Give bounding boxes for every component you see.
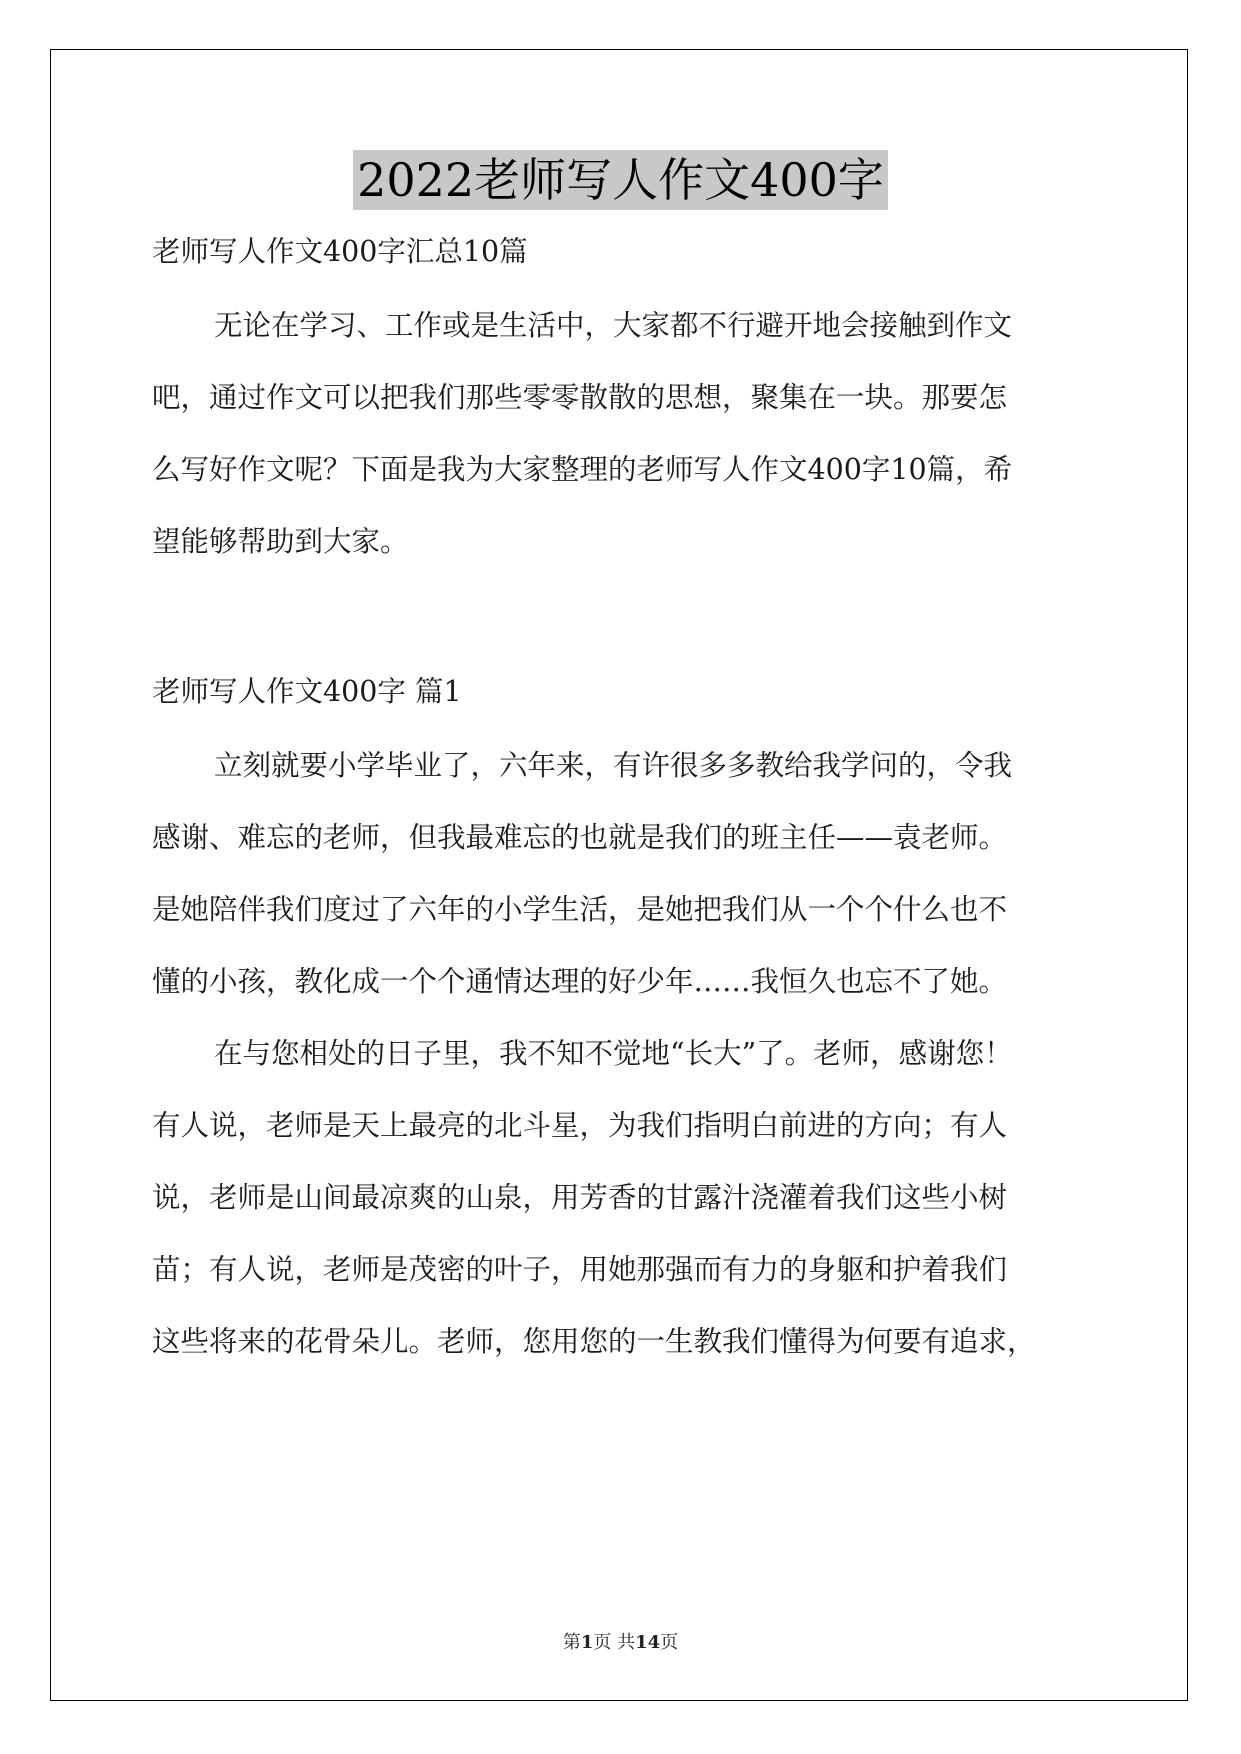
paragraph-line: 在与您相处的日子里，我不知不觉地“长大”了。老师，感谢您！ <box>214 1037 1013 1070</box>
page-border <box>50 49 1188 1701</box>
page-footer <box>0 1628 1241 1654</box>
footer-total-pages: 14 <box>635 1632 661 1653</box>
paragraph-line: 说，老师是山间最凉爽的山泉，用芳香的甘露汁浇灌着我们这些小树 <box>152 1181 1008 1214</box>
section1-heading: 老师写人作文400字 篇1 <box>152 675 462 708</box>
paragraph-line: 是她陪伴我们度过了六年的小学生活，是她把我们从一个个什么也不 <box>152 893 1008 926</box>
intro-line: 吧，通过作文可以把我们那些零零散散的思想，聚集在一块。那要怎 <box>152 381 1008 414</box>
document-title: 2022老师写人作文400字 <box>353 150 888 210</box>
paragraph-line: 懂的小孩，教化成一个个通情达理的好少年……我恒久也忘不了她。 <box>152 965 1008 998</box>
title-container <box>0 150 1241 210</box>
footer-prefix: 第 <box>562 1632 581 1653</box>
paragraph-line: 这些将来的花骨朵儿。老师，您用您的一生教我们懂得为何要有追求， <box>152 1325 1036 1358</box>
paragraph-line: 立刻就要小学毕业了，六年来，有许很多多教给我学问的，令我 <box>214 749 1013 782</box>
paragraph-line: 有人说，老师是天上最亮的北斗星，为我们指明白前进的方向；有人 <box>152 1109 1008 1142</box>
summary-heading: 老师写人作文400字汇总10篇 <box>152 235 528 268</box>
footer-mid: 页 共 <box>593 1632 636 1653</box>
paragraph-line: 苗；有人说，老师是茂密的叶子，用她那强而有力的身躯和护着我们 <box>152 1253 1008 1286</box>
intro-line: 么写好作文呢？下面是我为大家整理的老师写人作文400字10篇，希 <box>152 453 1013 486</box>
intro-line: 无论在学习、工作或是生活中，大家都不行避开地会接触到作文 <box>214 309 1013 342</box>
footer-suffix: 页 <box>660 1632 679 1653</box>
footer-page-number: 1 <box>580 1632 594 1653</box>
intro-line: 望能够帮助到大家。 <box>152 525 409 558</box>
paragraph-line: 感谢、难忘的老师，但我最难忘的也就是我们的班主任——袁老师。 <box>152 821 1008 854</box>
